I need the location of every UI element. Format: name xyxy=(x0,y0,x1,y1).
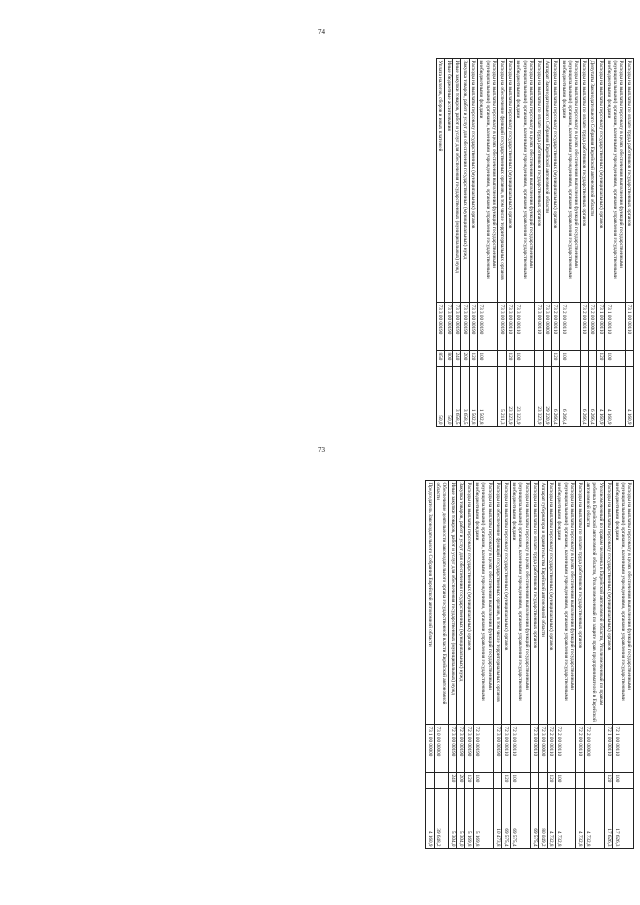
row-name: Расходы на выплаты персоналу в целях обеспечения выполнения функций государственными (муниципальными) органами, казенными учреждениями, органами управления государственными внебюджетными фондами xyxy=(477,59,498,303)
table-row xyxy=(596,59,604,427)
row-vr xyxy=(543,351,551,367)
row-vr: 240 xyxy=(453,351,461,367)
row-name: Расходы на выплаты по оплате труда работников государственных органов xyxy=(576,481,584,725)
row-name: Расходы на выплаты персоналу государственных (муниципальных) органов xyxy=(465,481,473,725)
row-amount: 4 732,8 xyxy=(555,789,576,849)
row-vr: 100 xyxy=(514,351,535,367)
row-vr xyxy=(576,773,584,789)
scanned-page xyxy=(2,22,638,882)
row-code: 73 1 00 00110 xyxy=(605,303,626,351)
table-row xyxy=(448,481,456,849)
table-row xyxy=(434,481,448,849)
row-amount: 4 732,8 xyxy=(576,789,584,849)
page-number-73: 73 xyxy=(318,446,325,454)
row-name: Расходы на выплаты по оплате труда работников государственных органов xyxy=(531,481,539,725)
row-amount: 3 658,5 xyxy=(453,367,461,427)
row-amount: 4 732,8 xyxy=(547,789,555,849)
row-vr: 120 xyxy=(547,773,555,789)
row-code: 73 2 00 00110 xyxy=(551,303,559,351)
row-vr: 120 xyxy=(551,351,559,367)
row-vr: 200 xyxy=(457,773,465,789)
row-vr: 120 xyxy=(502,773,510,789)
row-code: 73 2 00 00000 xyxy=(588,303,596,351)
row-name: Уполномоченный по правам человека в Еврейской автономной области, Уполномоченный по правам ребенка в Еврейской автономной области, Уполномоченный по защите прав предпринимателей в Еврейской автономной области xyxy=(584,481,605,725)
row-name: Расходы на выплаты персоналу государственных (муниципальных) органов xyxy=(596,59,604,303)
row-name: Расходы на выплаты по оплате труда работников государственных органов xyxy=(625,59,633,303)
row-name: Аппарат губернатора и правительства Еврейской автономной области xyxy=(539,481,547,725)
row-vr: 100 xyxy=(605,351,626,367)
row-code: 73 1 00 00110 xyxy=(625,303,633,351)
row-name: Расходы на выплаты персоналу в целях обеспечения выполнения функций государственными (муниципальными) органами, казенными учреждениями, органами управления государственными внебюджетными фондами xyxy=(559,59,580,303)
row-code: 72 2 00 00110 xyxy=(576,725,584,773)
row-code: 73 1 00 00110 xyxy=(596,303,604,351)
row-vr: 200 xyxy=(461,351,469,367)
row-amount: 5 304,0 xyxy=(457,789,465,849)
row-amount: 69 575,4 xyxy=(531,789,539,849)
row-amount: 69 575,4 xyxy=(502,789,510,849)
table-row xyxy=(547,481,555,849)
table-row xyxy=(580,59,588,427)
row-amount: 5 169,8 xyxy=(465,789,473,849)
row-name: Председатель Законодательного Собрания Еврейской автономной области xyxy=(426,481,434,725)
table-row xyxy=(477,59,498,427)
row-code: 73 3 00 00190 xyxy=(477,303,498,351)
row-name: Обеспечение деятельности законодательного органа государственной власти Еврейской автономной области xyxy=(434,481,448,725)
table-row xyxy=(551,59,559,427)
row-code: 72 2 00 00000 xyxy=(584,725,605,773)
row-name: Расходы на выплаты персоналу государственных (муниципальных) органов xyxy=(502,481,510,725)
table-row xyxy=(457,481,465,849)
row-amount: 17 626,3 xyxy=(613,789,634,849)
row-name: Уплата налогов, сборов и иных платежей xyxy=(436,59,444,303)
row-code: 73 3 00 00110 xyxy=(535,303,543,351)
table-row xyxy=(514,59,535,427)
row-vr: 100 xyxy=(473,773,494,789)
row-code: 72 3 00 00190 xyxy=(457,725,465,773)
table-row xyxy=(444,59,452,427)
table-row xyxy=(625,59,633,427)
row-name: Расходы на выплаты персоналу в целях обеспечения выполнения функций государственными (муниципальными) органами, казенными учреждениями, органами управления государственными внебюджетными фондами xyxy=(555,481,576,725)
row-code: 72 2 00 00110 xyxy=(555,725,576,773)
row-vr: 100 xyxy=(477,351,498,367)
row-code: 73 3 00 00190 xyxy=(469,303,477,351)
table-row xyxy=(588,59,596,427)
row-name: Аппарат Законодательного Собрания Еврейской автономной области xyxy=(543,59,551,303)
row-name: Иные закупки товаров, работ и услуг для обеспечения государственных (муниципальных) нужд xyxy=(453,59,461,303)
row-amount: 23 323,9 xyxy=(514,367,535,427)
row-name: Расходы на выплаты персоналу государственных (муниципальных) органов xyxy=(469,59,477,303)
row-code: 72 1 00 00110 xyxy=(613,725,634,773)
row-name: Закупка товаров, работ и услуг для обеспечения государственных (муниципальных) нужд xyxy=(461,59,469,303)
row-vr xyxy=(494,773,502,789)
row-code: 72 1 00 00110 xyxy=(605,725,613,773)
row-amount: 1 502,8 xyxy=(469,367,477,427)
row-code: 72 3 00 00000 xyxy=(539,725,547,773)
row-name: Иные закупки товаров, работ и услуг для обеспечения государственных (муниципальных) нужд xyxy=(448,481,456,725)
row-amount: 4 160,9 xyxy=(426,789,434,849)
table-row xyxy=(605,59,626,427)
row-vr: 120 xyxy=(465,773,473,789)
row-code: 73 3 00 00190 xyxy=(436,303,444,351)
row-code: 73 1 00 00000 xyxy=(426,725,434,773)
row-code: 72 3 00 00190 xyxy=(465,725,473,773)
row-code: 73 3 00 00110 xyxy=(506,303,514,351)
row-code: 72 3 00 00190 xyxy=(473,725,494,773)
table-row xyxy=(506,59,514,427)
page-number-74: 74 xyxy=(318,28,325,36)
row-name: Расходы на выплаты персоналу государственных (муниципальных) органов xyxy=(551,59,559,303)
table-row xyxy=(613,481,634,849)
row-code: 72 3 00 00110 xyxy=(510,725,531,773)
row-name: Расходы на обеспечение функций государственных органов, в том числе территориальных органов xyxy=(494,481,502,725)
row-amount: 4 160,9 xyxy=(596,367,604,427)
row-code: 73 0 00 00000 xyxy=(434,725,448,773)
table-row xyxy=(510,481,531,849)
table-row xyxy=(543,59,551,427)
row-code: 72 3 00 00190 xyxy=(494,725,502,773)
table-row xyxy=(584,481,605,849)
row-name: Расходы на выплаты персоналу в целях обеспечения выполнения функций государственными (муниципальными) органами, казенными учреждениями, органами управления государственными внебюджетными фондами xyxy=(613,481,634,725)
table-row xyxy=(469,59,477,427)
page-74-rotated xyxy=(2,34,638,458)
row-amount: 4 732,8 xyxy=(584,789,605,849)
row-vr xyxy=(535,351,543,367)
row-code: 73 3 00 00190 xyxy=(453,303,461,351)
row-amount: 10 473,8 xyxy=(494,789,502,849)
row-code: 73 3 00 00190 xyxy=(444,303,452,351)
row-amount: 69 575,4 xyxy=(510,789,531,849)
row-name: Расходы на выплаты по оплате труда работников государственных органов xyxy=(535,59,543,303)
row-amount: 50,0 xyxy=(436,367,444,427)
row-amount: 5 169,8 xyxy=(473,789,494,849)
row-name: Расходы на выплаты персоналу государственных (муниципальных) органов xyxy=(547,481,555,725)
table-row xyxy=(494,481,502,849)
row-name: Депутаты Законодательного Собрания Еврейской автономной области xyxy=(588,59,596,303)
row-code: 72 2 00 00110 xyxy=(547,725,555,773)
row-amount: 6 266,4 xyxy=(588,367,596,427)
row-vr: 100 xyxy=(613,773,634,789)
row-vr: 850 xyxy=(436,351,444,367)
row-amount: 23 323,9 xyxy=(506,367,514,427)
row-name: Расходы на выплаты персоналу государственных (муниципальных) органов xyxy=(506,59,514,303)
row-vr xyxy=(588,351,596,367)
row-code: 73 3 00 00110 xyxy=(514,303,535,351)
page-73-half xyxy=(2,456,638,880)
table-row xyxy=(426,481,434,849)
row-code: 73 3 00 00000 xyxy=(543,303,551,351)
table-row xyxy=(453,59,461,427)
table-row xyxy=(531,481,539,849)
row-amount: 80 049,2 xyxy=(539,789,547,849)
row-name: Иные бюджетные ассигнования xyxy=(444,59,452,303)
row-amount: 29 220,9 xyxy=(543,367,551,427)
budget-table-73 xyxy=(425,480,634,849)
row-code: 73 3 00 00190 xyxy=(498,303,506,351)
row-code: 73 2 00 00110 xyxy=(559,303,580,351)
row-amount: 6 266,4 xyxy=(551,367,559,427)
row-amount: 39 648,2 xyxy=(434,789,448,849)
row-amount: 23 323,9 xyxy=(535,367,543,427)
row-vr: 120 xyxy=(596,351,604,367)
table-row xyxy=(535,59,543,427)
row-vr: 120 xyxy=(469,351,477,367)
row-vr: 240 xyxy=(448,773,456,789)
table-row xyxy=(465,481,473,849)
row-name: Расходы на выплаты персоналу государственных (муниципальных) органов xyxy=(605,481,613,725)
table-row xyxy=(559,59,580,427)
table-row xyxy=(436,59,444,427)
budget-table-74 xyxy=(436,58,634,427)
row-name: Закупка товаров, работ и услуг для обеспечения государственных (муниципальных) нужд xyxy=(457,481,465,725)
table-row xyxy=(539,481,547,849)
page-73-rotated xyxy=(2,456,638,880)
row-name: Расходы на выплаты по оплате труда работников государственных органов xyxy=(580,59,588,303)
row-vr xyxy=(580,351,588,367)
row-name: Расходы на выплаты персоналу в целях обеспечения выполнения функций государственными (муниципальными) органами, казенными учреждениями, органами управления государственными внебюджетными фондами xyxy=(473,481,494,725)
row-vr xyxy=(625,351,633,367)
page-74-half xyxy=(2,34,638,458)
row-vr xyxy=(584,773,605,789)
row-name: Расходы на выплаты персоналу в целях обеспечения выполнения функций государственными (муниципальными) органами, казенными учреждениями, органами управления государственными внебюджетными фондами xyxy=(510,481,531,725)
table-row xyxy=(555,481,576,849)
row-vr: 100 xyxy=(555,773,576,789)
row-amount: 5 211,3 xyxy=(498,367,506,427)
row-amount: 4 160,9 xyxy=(605,367,626,427)
row-vr: 100 xyxy=(510,773,531,789)
row-amount: 1 502,8 xyxy=(477,367,498,427)
row-code: 72 3 00 00110 xyxy=(502,725,510,773)
table-row xyxy=(605,481,613,849)
row-amount: 6 266,4 xyxy=(580,367,588,427)
row-name: Расходы на обеспечение функций государственных органов, в том числе территориальных органов xyxy=(498,59,506,303)
row-vr: 100 xyxy=(559,351,580,367)
row-code: 73 2 00 00110 xyxy=(580,303,588,351)
table-row xyxy=(473,481,494,849)
row-vr xyxy=(531,773,539,789)
table-row xyxy=(576,481,584,849)
table-row xyxy=(498,59,506,427)
row-vr xyxy=(498,351,506,367)
row-amount: 6 266,4 xyxy=(559,367,580,427)
row-amount: 17 626,3 xyxy=(605,789,613,849)
row-vr xyxy=(539,773,547,789)
row-amount: 50,0 xyxy=(444,367,452,427)
row-vr xyxy=(434,773,448,789)
table-row xyxy=(502,481,510,849)
row-vr: 800 xyxy=(444,351,452,367)
row-code: 73 3 00 00190 xyxy=(461,303,469,351)
row-vr xyxy=(426,773,434,789)
table-row xyxy=(461,59,469,427)
row-vr: 120 xyxy=(506,351,514,367)
row-code: 72 3 00 00110 xyxy=(531,725,539,773)
row-amount: 5 304,0 xyxy=(448,789,456,849)
row-name: Расходы на выплаты персоналу в целях обеспечения выполнения функций государственными (муниципальными) органами, казенными учреждениями, органами управления государственными внебюджетными фондами xyxy=(514,59,535,303)
row-vr: 120 xyxy=(605,773,613,789)
row-amount: 3 658,5 xyxy=(461,367,469,427)
row-name: Расходы на выплаты персоналу в целях обеспечения выполнения функций государственными (муниципальными) органами, казенными учреждениями, органами управления государственными внебюджетными фондами xyxy=(605,59,626,303)
row-amount: 4 160,9 xyxy=(625,367,633,427)
row-code: 72 3 00 00190 xyxy=(448,725,456,773)
